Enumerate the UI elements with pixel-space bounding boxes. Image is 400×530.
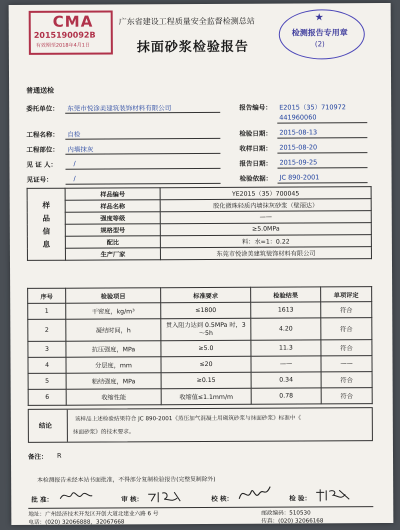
checker-signature-mark [237,484,271,504]
report-no-value: E2015（35）710972 [279,103,346,112]
footer-postcode: 邮政编码：510530 [261,510,311,517]
witness-no-underline [66,183,221,185]
cma-validity: 有效期至2018年4月1日 [35,42,90,49]
result-requirement: ≤1800 [161,302,251,318]
remarks-value: R [56,451,62,460]
issuer: 广东省建设工程质量安全监督检测总站 [118,16,255,27]
result-no: 1 [28,303,66,319]
report-no-label: 报告编号： [239,103,272,112]
result-evaluation: 符合 [321,372,372,388]
tester-label: 检 验： [289,494,312,503]
col-header-evaluation: 单项评定 [321,287,372,302]
result-row [28,302,372,320]
seal-line1: 检测报告专用章 [291,28,348,38]
result-item: 干密度，kg/m³ [66,303,161,319]
sample-section-char: 信 [42,226,51,236]
conclusion-text-line2: 抹面砂浆》的技术要求。 [72,429,135,436]
conclusion-divider [67,410,68,442]
tester-signature [315,487,351,506]
result-item: 抗压强度，MPa [66,341,161,357]
test-date-label: 检验日期： [239,129,272,138]
result-row [28,388,372,406]
sample-field-label: 配比 [65,236,160,248]
project-value: 自检 [67,130,81,139]
part-label: 工程部位： [26,145,59,154]
result-value: —— [251,356,321,372]
result-requirement: ≥0.15 [161,372,251,388]
result-requirement: 贯入阻力达到 0.5MPa 时，3～5h [161,318,251,340]
result-value: 1613 [251,302,321,318]
result-value: 11.3 [251,340,321,356]
witness-underline [65,168,220,170]
sample-section-char: 样 [42,200,50,210]
project-underline [65,138,220,140]
result-value: 4.20 [251,318,321,340]
report-date-label: 报告日期： [239,159,272,168]
sample-field-label: 样品名称 [65,200,160,212]
sample-field-label: 规格型号 [65,224,160,236]
receive-date-label: 收样日期： [239,144,272,153]
conclusion-box [28,407,373,443]
col-header-no: 序号 [28,288,66,303]
result-value: 0.78 [251,388,321,404]
result-no: 5 [28,373,66,389]
result-evaluation: 符合 [321,388,372,404]
results-table [27,286,373,406]
result-item: 粘结强度，MPa [66,373,161,389]
receive-date-value: 2015-08-20 [279,143,318,152]
footer-tel: 电话：(020) 32066888，32067668 [28,519,125,526]
result-requirement: ≥5.0 [161,340,251,356]
result-row [28,318,372,342]
result-no: 6 [28,389,66,405]
footer-fax: 传真：(020) 32066168 [261,518,324,525]
sample-field-value: YE2015（35）700045 [160,187,371,200]
result-requirement: ≤20 [161,356,251,372]
part-underline [65,153,220,155]
client-label: 委托单位： [26,104,59,113]
result-row [28,340,372,358]
reviewer-signature [147,488,183,507]
approver-label: 批 准： [31,495,54,504]
footer-rule [28,506,373,509]
sample-field-value: 胶化微珠轻质内墙抹灰砂浆（壁丽达） [160,199,371,212]
result-value: 0.34 [251,372,321,388]
col-header-item: 检验项目 [66,288,161,303]
col-header-requirement: 标准要求 [161,287,251,302]
result-row [28,356,372,374]
reviewer-signature-mark [147,489,183,503]
result-item: 分层度，mm [66,357,161,373]
col-header-result: 检验结果 [251,287,321,302]
seal-stamp [279,9,365,59]
approver-signature-mark [59,489,93,503]
result-item: 凝结时间，h [66,319,161,341]
report-title: 抹面砂浆检验报告 [136,39,249,56]
basis-label: 检验依据： [239,174,273,183]
result-row [28,372,372,390]
report-no-line2: 441960060 [279,113,317,122]
result-no: 4 [28,357,66,373]
sample-section-char: 息 [42,239,51,249]
cma-stamp [29,10,113,54]
sample-field-value: 料：水=1：0.22 [160,235,371,248]
conclusion-label: 结论 [38,421,52,430]
result-requirement: 收缩值≤1.1mm/m [161,388,251,404]
result-evaluation: —— [321,356,372,372]
client-value: 东莞市悦涂美建筑装饰材料有限公司 [67,104,172,113]
result-no: 3 [28,341,66,357]
sample-field-label: 强度等级 [65,212,160,224]
test-date-value: 2015-08-13 [279,128,318,137]
checker-label: 校 核： [211,494,234,503]
witness-value: / [73,159,76,168]
sample-field-label: 样品编号 [65,188,160,200]
sample-field-value: —— [160,211,371,224]
test-date-underline [277,137,367,138]
sample-field-value: 东莞市悦涂美建筑装饰材料有限公司 [160,247,371,260]
reviewer-label: 审 核： [121,495,144,504]
seal-line2: (2) [314,40,325,49]
report-date-value: 2015-09-25 [279,158,318,167]
seal-star-icon: ★ [314,12,324,24]
basis-value: JC 890-2001 [279,173,320,182]
basis-underline [278,182,368,183]
witness-label: 见 证 人： [26,160,58,169]
cma-number: 2015190092B [33,30,96,40]
sample-section-label [27,188,65,260]
sample-info-table [27,186,372,261]
remarks-label: 备注： [27,452,48,461]
project-label: 工程名称： [26,130,59,139]
report-page [9,3,394,525]
sample-field-label: 生产厂家 [65,248,160,260]
footer-note: 本检测报告未经本站书面批准，不得部分复制检验报告(完整复制除外) [37,476,216,484]
result-no: 2 [28,319,66,341]
checker-signature [237,484,271,508]
sample-section-char: 品 [42,213,51,223]
result-item: 收缩性能 [66,389,161,405]
approver-signature [59,489,93,506]
result-evaluation: 符合 [321,340,372,356]
result-evaluation: 符合 [321,318,372,340]
cma-logo: CMA [52,12,94,31]
receive-date-underline [277,152,367,153]
witness-no-label: 见证号： [26,175,53,184]
conclusion-text-line1: 该样品上述检验结果符合 JC 890-2001《蒸压加气混凝土用砌筑砂浆与抹面砂浆》标准中《 [74,415,302,423]
category: 普通送检 [26,86,55,95]
report-no-underline [277,122,367,123]
footer-address: 地址：广州经济技术开发区开创大道北建业六路 6 号 [28,511,159,518]
part-value: 内墙抹灰 [67,145,94,154]
tester-signature-mark [315,488,351,502]
report-date-underline [277,167,367,168]
client-underline [65,112,220,114]
witness-no-value: / [73,174,76,183]
sample-field-value: ≥5.0MPa [160,223,371,236]
result-evaluation: 符合 [321,302,372,318]
